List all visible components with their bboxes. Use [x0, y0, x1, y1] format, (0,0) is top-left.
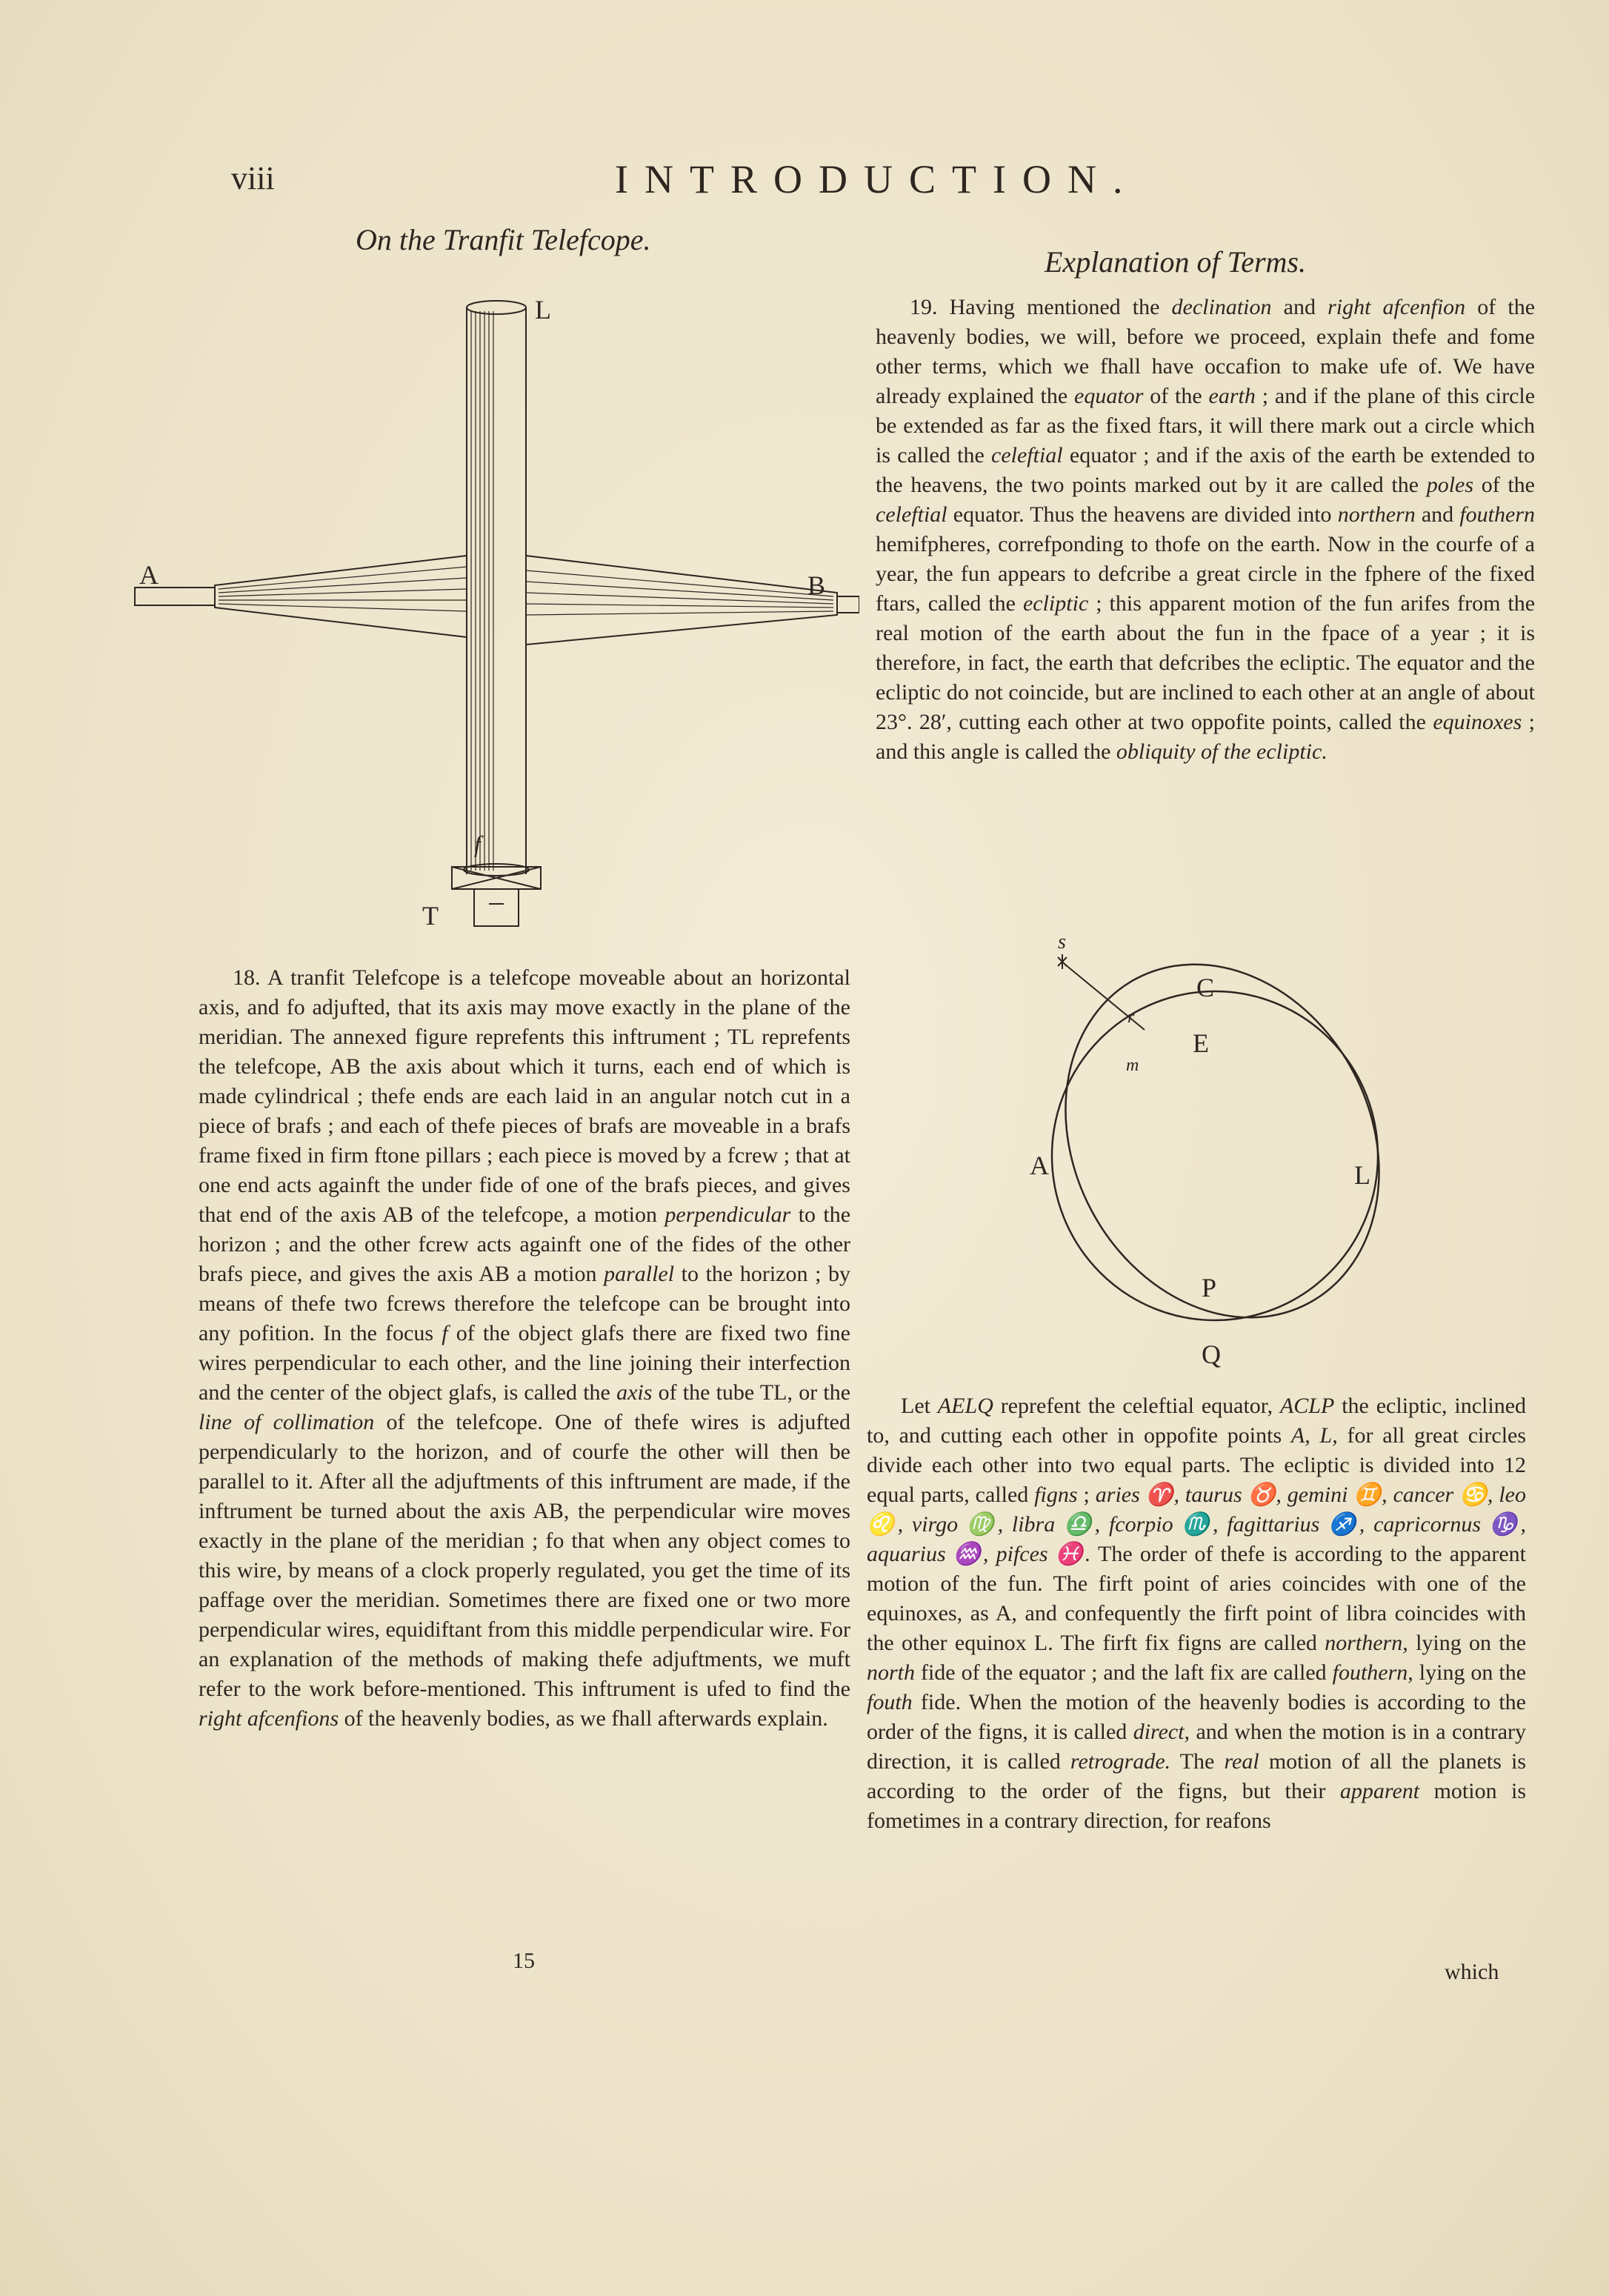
- left-section-title: On the Tranfit Telefcope.: [356, 223, 651, 256]
- paragraph-18: 18. A tranfit Telefcope is a telefcope moveable about an horizontal axis, and fo adjufted, that its axis may move exactly in the plane of the meridian. The annexed figure reprefents this inftrument ; TL reprefents the telefcope, AB the axis about which it turns, each end of which is made cylindrical ; thefe ends are each laid in an angular notch cut in a piece of brafs ; and each of thefe pieces of brafs are moveable in a brafs frame fixed in firm ftone pillars ; each piece is moved by a fcrew ; that at one end acts againft the under fide of one of the brafs pieces, and gives that end of the axis AB of the telefcope, a motion perpendicular to the horizon ; and the other fcrew acts againft one of the fides of the other brafs piece, and gives the axis AB a motion parallel to the horizon ; by means of thefe two fcrews therefore the telefcope can be brought into any pofition. In the focus f of the object glafs there are fixed two fine wires perpendicular to each other, and the line joining their interfection and the center of the object glafs, is called the axis of the tube TL, or the line of collimation of the telefcope. One of thefe wires is adjufted perpendicularly to the horizon, and of courfe the other will then be parallel to it. After all the adjuftments of this inftrument are made, if the inftrument be turned about the axis AB, the perpendicular wire moves exactly in the plane of the meridian ; fo that when any object comes to this wire, by means of a clock properly regulated, you get the time of its paffage over the meridian. Sometimes there are fixed one or two more perpendicular wires, equidiftant from this middle perpendicular wire. For an explanation of the methods of making thefe adjuftments, we muft refer to the work before-mentioned. This inftrument is ufed to find the right afcenfions of the heavenly bodies, as we fhall afterwards explain.: [199, 965, 851, 1731]
- equator-circle: [1015, 926, 1430, 1371]
- label-b: B: [807, 570, 826, 600]
- axis-arm-left: [215, 556, 467, 637]
- axis-end-left: [135, 588, 215, 605]
- right-catchword: which: [1445, 1960, 1499, 1984]
- label-l: L: [535, 295, 551, 325]
- transit-telescope-figure: [126, 289, 859, 941]
- axis-end-right: [837, 596, 859, 613]
- left-arm-hatching: [219, 567, 467, 611]
- page-number: viii: [231, 160, 275, 196]
- label-e: E: [1193, 1028, 1209, 1058]
- paragraph-let: Let AELQ reprefent the celeftial equator, ACLP the ecliptic, inclined to, and cutting each other in oppofite points A, L, for all great circles divide each other into two equal parts. The ecliptic is divided into 12 equal parts, called figns ; aries ♈, taurus ♉, gemini ♊, cancer ♋, leo ♌, virgo ♍, libra ♎, fcorpio ♏, fagittarius ♐, capricornus ♑, aquarius ♒, pifces ♓. The order of thefe is according to the apparent motion of the fun. The firft point of aries coincides with one of the equinoxes, as A, and confequently the firft point of libra coincides with the other equinox L. The firft fix figns are called northern, lying on the north fide of the equator ; and the laft fix are called fouthern, lying on the fouth fide. When the motion of the heavenly bodies is according to the order of the figns, it is called direct, and when the motion is in a contrary direction, it is called retrograde. The real motion of all the planets is according to the order of the figns, but their apparent motion is fometimes in a contrary direction, for reafons: [867, 1394, 1527, 1833]
- label-m: m: [1126, 1056, 1139, 1075]
- label-a: A: [139, 560, 159, 590]
- page-header-title: INTRODUCTION.: [615, 157, 1139, 202]
- ecliptic-circle: [1052, 991, 1378, 1320]
- label-s: s: [1058, 931, 1066, 954]
- label-l: L: [1354, 1160, 1370, 1190]
- equator-ecliptic-figure: [1015, 926, 1430, 1371]
- left-catchword: 15: [513, 1949, 535, 1973]
- label-p: P: [1202, 1273, 1217, 1302]
- paragraph-number: 19.: [910, 295, 938, 319]
- label-f: f: [474, 831, 481, 857]
- label-c: C: [1196, 973, 1215, 1002]
- right-section-title: Explanation of Terms.: [1045, 245, 1306, 279]
- axis-arm-right: [526, 556, 837, 645]
- paragraph-19: 19. Having mentioned the declination and right afcenfion of the heavenly bodies, we will, before we proceed, explain thefe and fome other terms, which we fhall have occafion to make ufe of. We have already explained the equator of the earth ; and if the plane of this circle be extended as far as the fixed ftars, it will there mark out a circle which is called the celeftial equator ; and if the axis of the earth be extended to the heavens, the two points marked out by it are called the poles of the celeftial equator. Thus the heavens are divided into northern and fouthern hemifpheres, correfponding to thofe on the earth. Now in the courfe of a year, the fun appears to defcribe a great circle in the fphere of the fixed ftars, called the ecliptic ; this apparent motion of the fun arifes from the real motion of the earth about the fun in the fpace of a year ; it is therefore, in fact, the earth that defcribes the ecliptic. The equator and the ecliptic do not coincide, but are inclined to each other at an angle of about 23°. 28′, cutting each other at two oppofite points, called the equinoxes ; and this angle is called the obliquity of the ecliptic.: [876, 295, 1536, 764]
- label-t: T: [422, 901, 439, 931]
- label-a: A: [1030, 1151, 1049, 1180]
- running-head: [0, 152, 1609, 211]
- eyepiece: [474, 889, 519, 926]
- right-arm-hatching: [526, 570, 833, 615]
- tube-hatching: [471, 311, 493, 871]
- star-symbol: [1058, 954, 1067, 969]
- paragraph-number: 18.: [233, 965, 261, 990]
- label-q: Q: [1202, 1340, 1221, 1369]
- label-r: r: [1127, 1008, 1135, 1027]
